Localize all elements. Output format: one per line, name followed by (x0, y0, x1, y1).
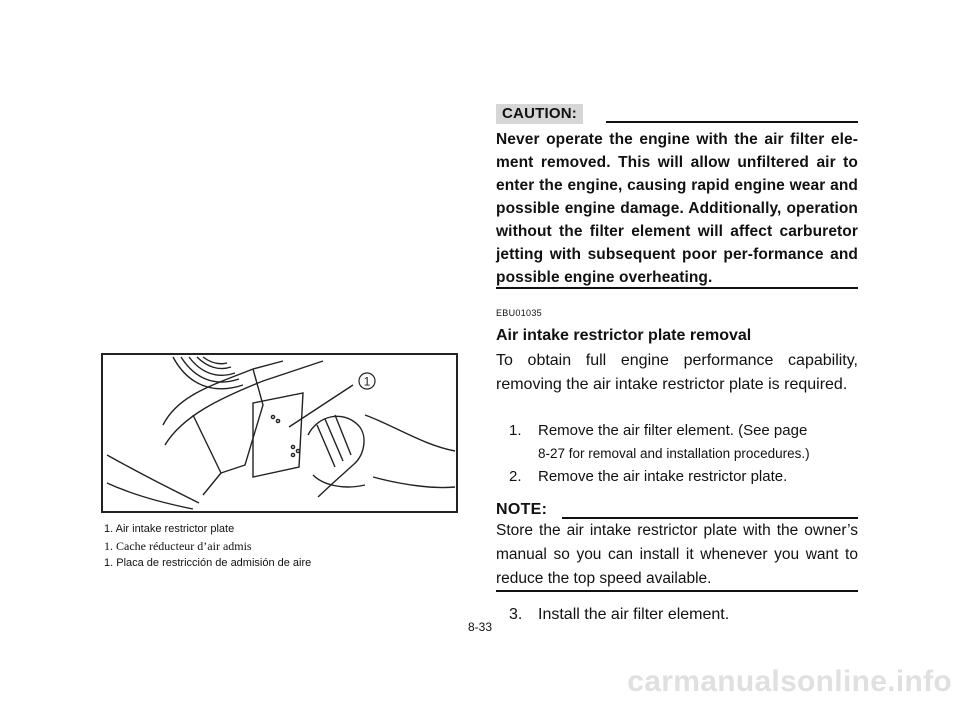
section-intro: To obtain full engine performance capability, removing the air intake restrictor plate is required. (496, 352, 858, 393)
list-item (509, 419, 858, 465)
caution-text: Never operate the engine with the air filter ele-ment removed. This will allow unfiltered air to enter the engine, causing rapid engine wear and possible engine damage. Additionally, operation without the filter element will affect carburetor jetting with subsequent poor per-formance and possible engine overheating. (496, 131, 858, 286)
caution-header (496, 104, 858, 124)
list-item (509, 465, 858, 489)
figure-captions (104, 521, 464, 572)
note-text: Store the air intake restrictor plate with the owner’s manual so you can install it whenever you want to reduce the top speed available. (496, 522, 858, 587)
note-end-rule (496, 590, 858, 592)
note-header (496, 500, 858, 520)
caution-end-rule (496, 287, 858, 289)
step-subtext: 8-27 for removal and installation procedures.) (538, 446, 810, 461)
caption-french: 1. Cache réducteur d’air admis (104, 539, 252, 553)
callout-number: 1 (363, 374, 371, 389)
step-text: Remove the air filter element. (See page (538, 422, 808, 439)
section-code: EBU01035 (496, 308, 542, 318)
step-text: Install the air filter element. (538, 606, 730, 623)
watermark: carmanualsonline.info (627, 665, 952, 698)
step-number: 1. (509, 422, 522, 439)
steps-list (509, 419, 858, 489)
page-number: 8-33 (468, 620, 493, 634)
note-label: NOTE: (496, 501, 548, 518)
step-text: Remove the air intake restrictor plate. (538, 468, 788, 485)
caution-label: CAUTION: (496, 104, 583, 124)
step-number: 2. (509, 468, 522, 485)
caution-rule (606, 121, 858, 123)
section-title: Air intake restrictor plate removal (496, 327, 752, 344)
illustration-frame (101, 353, 458, 513)
step-number: 3. (509, 606, 523, 623)
caption-english: 1. Air intake restrictor plate (104, 523, 235, 535)
caption-spanish: 1. Placa de restricción de admisión de aire (104, 557, 312, 569)
list-item (509, 606, 729, 624)
restrictor-plate-illustration (103, 355, 456, 511)
